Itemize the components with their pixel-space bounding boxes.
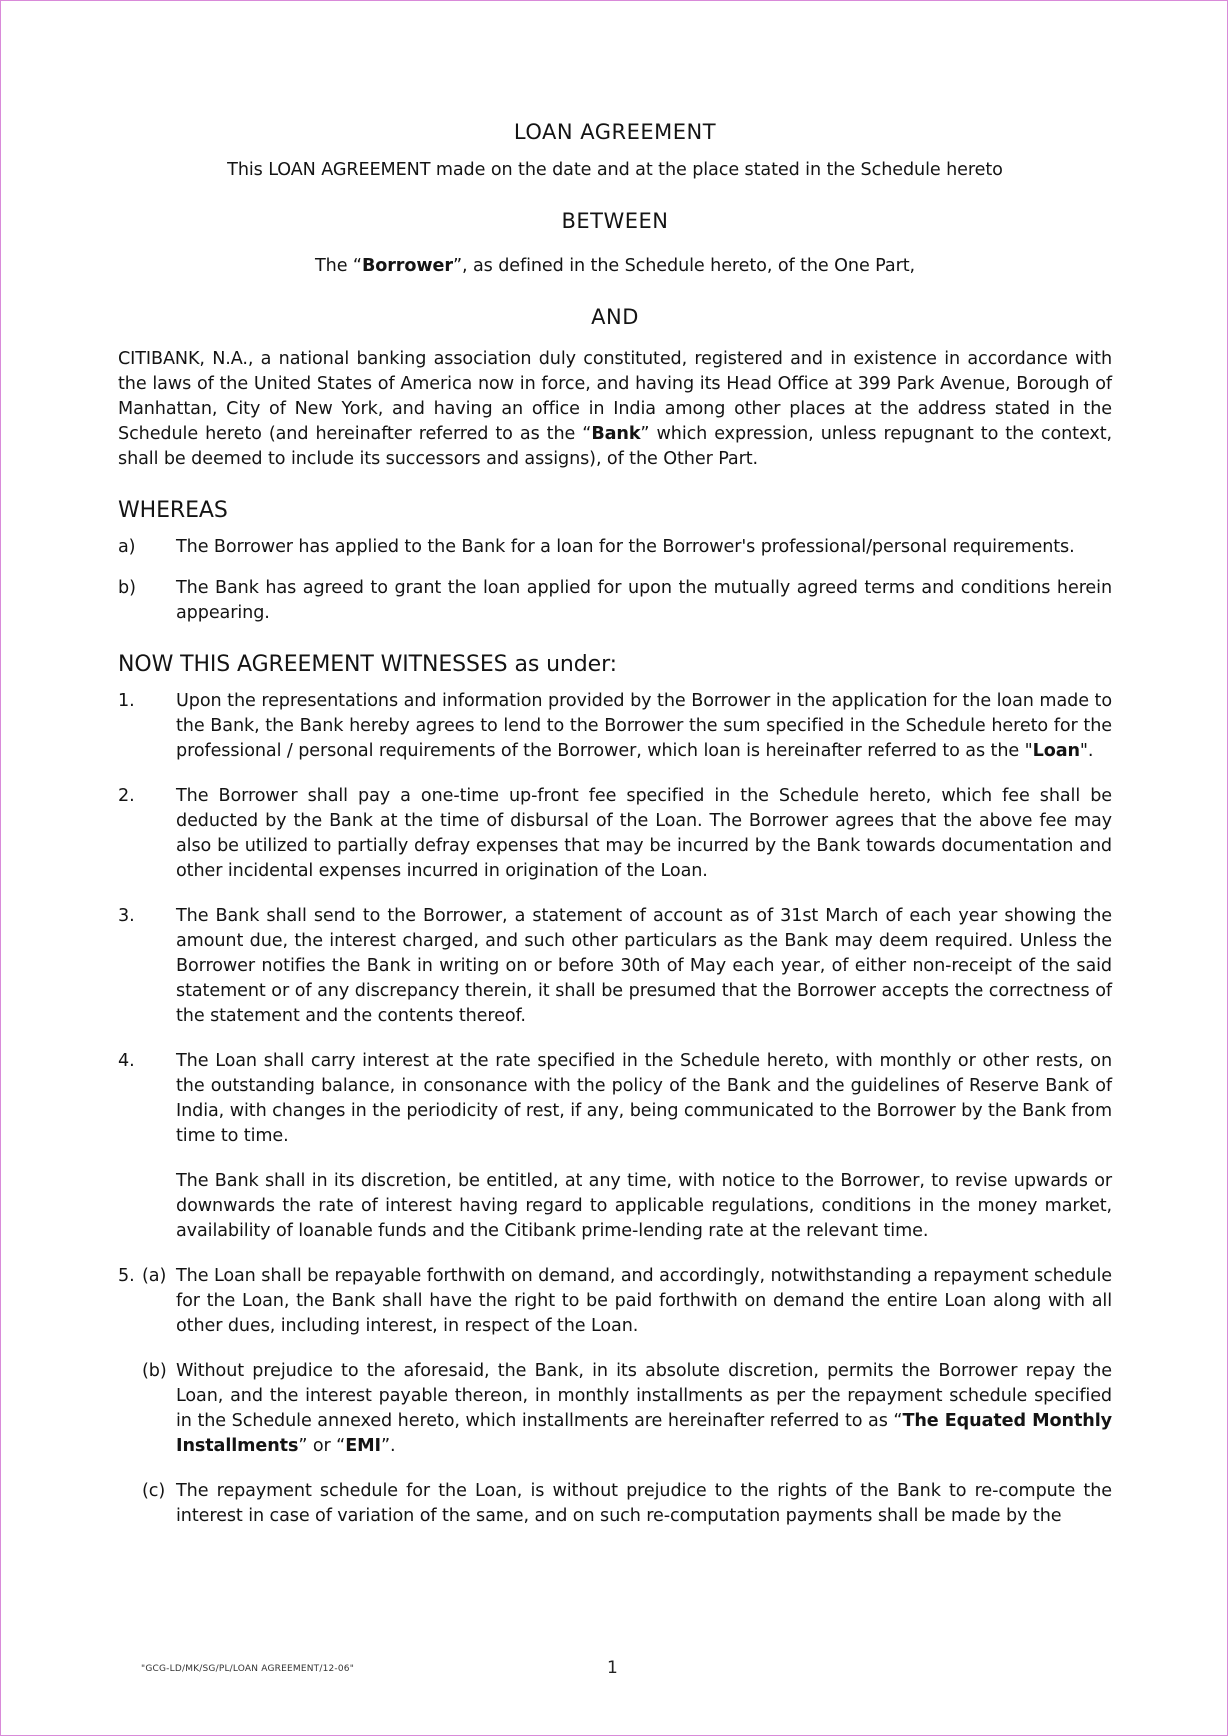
whereas-heading: WHEREAS	[118, 498, 228, 523]
clause-3-mark: 3.	[118, 906, 135, 926]
clause-5c-text: The repayment schedule for the Loan, is without prejudice to the rights of the Bank to re-compute the interest in case of variation of the same, and on such re-computation payments shall be made by the	[176, 1481, 1112, 1526]
party-one-term: Borrower	[361, 256, 453, 276]
bank-para-pre: CITIBANK, N.A., a national banking association duly constituted, registered and in existence in accordance with the laws of the United States of America now in force, and having its Head Office at 399 Park Avenue, Borough of Manhattan, City of New York, and having an office in India among other places at the address stated in the Schedule hereto (and hereinafter referred to as the “	[118, 349, 1112, 444]
clause-5c-mark: (c)	[142, 1481, 166, 1501]
clause-5b-term-emi-full: The Equated Monthly Installments	[176, 1411, 1112, 1456]
clause-4	[118, 1049, 1112, 1149]
document-body	[118, 107, 1112, 1529]
clause-4-text: The Loan shall carry interest at the rate specified in the Schedule hereto, with monthly or other rests, on the outstanding balance, in consonance with the policy of the Bank and the guidelines of Reserve Bank of India, with changes in the periodicity of rest, if any, being communicated to the Borrower by the Bank from time to time.	[176, 1051, 1112, 1146]
clause-5b-text	[176, 1359, 1112, 1459]
party-one-post: ”, as defined in the Schedule hereto, of the One Part,	[452, 256, 915, 276]
whereas-item-b-text: The Bank has agreed to grant the loan applied for upon the mutually agreed terms and conditions herein appearing.	[176, 578, 1112, 623]
whereas-item-b-mark: b)	[118, 578, 136, 598]
clause-1	[118, 689, 1112, 764]
clause-4-paragraph-2: The Bank shall in its discretion, be entitled, at any time, with notice to the Borrower, to revise upwards or downwards the rate of interest having regard to applicable regulations, conditions in the money market, availability of loanable funds and the Citibank prime-lending rate at the relevant time.	[176, 1171, 1112, 1241]
whereas-item-a	[118, 535, 1112, 560]
clause-5-number: 5.	[118, 1266, 135, 1286]
footer-document-code: "GCG-LD/MK/SG/PL/LOAN AGREEMENT/12-06"	[141, 1664, 355, 1674]
clause-1-mark: 1.	[118, 691, 135, 711]
clause-5a-text: The Loan shall be repayable forthwith on demand, and accordingly, notwithstanding a repayment schedule for the Loan, the Bank shall have the right to be paid forthwith on demand the entire Loan along with all other dues, including interest, in respect of the Loan.	[176, 1266, 1112, 1336]
intro-line: This LOAN AGREEMENT made on the date and at the place stated in the Schedule hereto	[227, 160, 1003, 180]
clause-3-text: The Bank shall send to the Borrower, a statement of account as of 31st March of each year showing the amount due, the interest charged, and such other particulars as the Bank may deem required. Unless the Borrower notifies the Bank in writing on or before 30th of May each year, of either non-receipt of the said statement or of any discrepancy therein, it shall be presumed that the Borrower accepts the correctness of the statement and the contents thereof.	[176, 906, 1112, 1026]
whereas-item-b	[118, 576, 1112, 626]
clause-1-term: Loan	[1032, 741, 1080, 761]
clause-1-text	[176, 689, 1112, 764]
clause-5a	[118, 1264, 1112, 1339]
clause-1-pre: Upon the representations and information provided by the Borrower in the application for the loan made to the Bank, the Bank hereby agrees to lend to the Borrower the sum specified in the Schedule hereto for the professional / personal requirements of the Borrower, which loan is hereinafter referred to as the "	[176, 691, 1112, 761]
page-number: 1	[607, 1658, 618, 1678]
clause-5b-pre: Without prejudice to the aforesaid, the Bank, in its absolute discretion, permits the Borrower repay the Loan, and the interest payable thereon, in monthly installments as per the repayment schedule specified in the Schedule annexed hereto, which installments are hereinafter referred to as “	[176, 1361, 1112, 1431]
clause-1-post: ".	[1079, 741, 1094, 761]
clause-4-mark: 4.	[118, 1051, 135, 1071]
whereas-item-a-text: The Borrower has applied to the Bank for a loan for the Borrower's professional/personal requirements.	[176, 537, 1075, 557]
clause-5b-mark: (b)	[142, 1361, 167, 1381]
clause-2-text: The Borrower shall pay a one-time up-front fee specified in the Schedule hereto, which fee shall be deducted by the Bank at the time of disbursal of the Loan. The Borrower agrees that the above fee may also be utilized to partially defray expenses that may be incurred by the Bank towards documentation and other incidental expenses incurred in origination of the Loan.	[176, 786, 1112, 881]
witnesses-heading: NOW THIS AGREEMENT WITNESSES as under:	[118, 652, 617, 677]
clause-5b	[118, 1359, 1112, 1459]
clause-5c-spacer	[118, 1479, 142, 1529]
whereas-item-a-mark: a)	[118, 537, 136, 557]
between-heading: BETWEEN	[561, 209, 669, 233]
document-title: LOAN AGREEMENT	[513, 120, 717, 144]
clause-2-mark: 2.	[118, 786, 135, 806]
party-one-pre: The “	[315, 256, 362, 276]
clause-3	[118, 904, 1112, 1029]
bank-para-term: Bank	[591, 424, 641, 444]
bank-party-paragraph	[118, 347, 1112, 472]
bank-para-post: ” which expression, unless repugnant to the context, shall be deemed to include its successors and assigns), of the Other Part.	[118, 424, 1112, 469]
party-one-line	[118, 254, 1112, 279]
clause-5a-mark: (a)	[142, 1266, 167, 1286]
clause-5b-term-emi: EMI	[345, 1436, 381, 1456]
clause-5b-mid: ” or “	[298, 1436, 346, 1456]
and-heading: AND	[591, 305, 639, 329]
clause-2	[118, 784, 1112, 884]
clause-5b-spacer	[118, 1359, 142, 1459]
clause-5c	[118, 1479, 1112, 1529]
clause-5b-post: ”.	[380, 1436, 396, 1456]
